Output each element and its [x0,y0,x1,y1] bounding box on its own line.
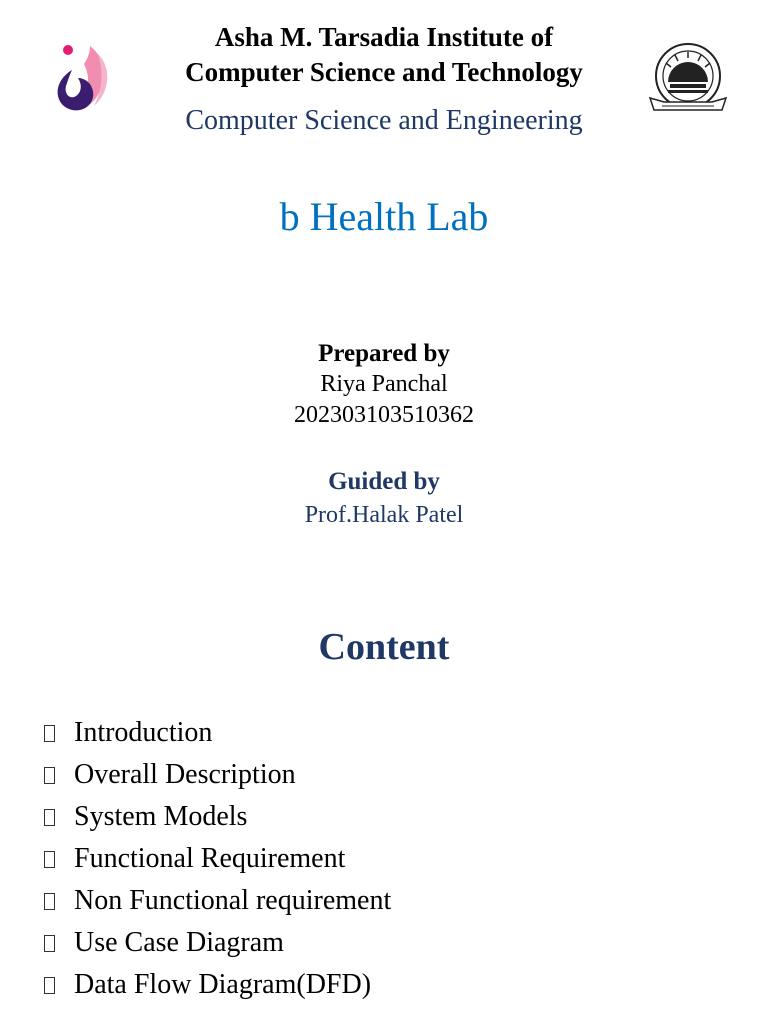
institute-name-line2: Computer Science and Technology [185,57,583,87]
bullet-box-icon [44,767,55,784]
student-id: 202303103510362 [294,402,474,428]
prepared-by-label: Prepared by [318,340,450,367]
list-item-label: System Models [74,801,248,832]
university-seal-icon [644,40,732,120]
list-item [40,796,740,838]
bullet-box-icon [44,893,55,910]
bullet-box-icon [44,935,55,952]
student-name: Riya Panchal [320,371,448,397]
content-heading: Content [318,626,450,668]
flame-logo-icon [32,40,128,120]
list-item-label: Non Functional requirement [74,885,392,916]
institute-name-line1: Asha M. Tarsadia Institute of [214,22,554,52]
department-name: Computer Science and Engineering [185,105,583,136]
list-item-label: Introduction [74,717,213,748]
list-item-label: Use Case Diagram [74,927,284,958]
project-title: b Health Lab [279,194,489,239]
list-item [40,838,740,880]
content-list [40,712,740,1006]
list-item [40,964,740,1006]
guide-name: Prof.Halak Patel [304,502,464,528]
guided-by-label: Guided by [328,468,440,495]
bullet-box-icon [44,977,55,994]
list-item [40,880,740,922]
institute-logo [32,40,128,120]
list-item [40,754,740,796]
bullet-box-icon [44,809,55,826]
bullet-box-icon [44,851,55,868]
bullet-box-icon [44,725,55,742]
university-seal [644,40,732,120]
list-item-label: Overall Description [74,759,296,790]
list-item [40,922,740,964]
list-item-label: Functional Requirement [74,843,346,874]
list-item-label: Data Flow Diagram(DFD) [74,969,372,1000]
institute-name [130,20,638,90]
list-item [40,712,740,754]
